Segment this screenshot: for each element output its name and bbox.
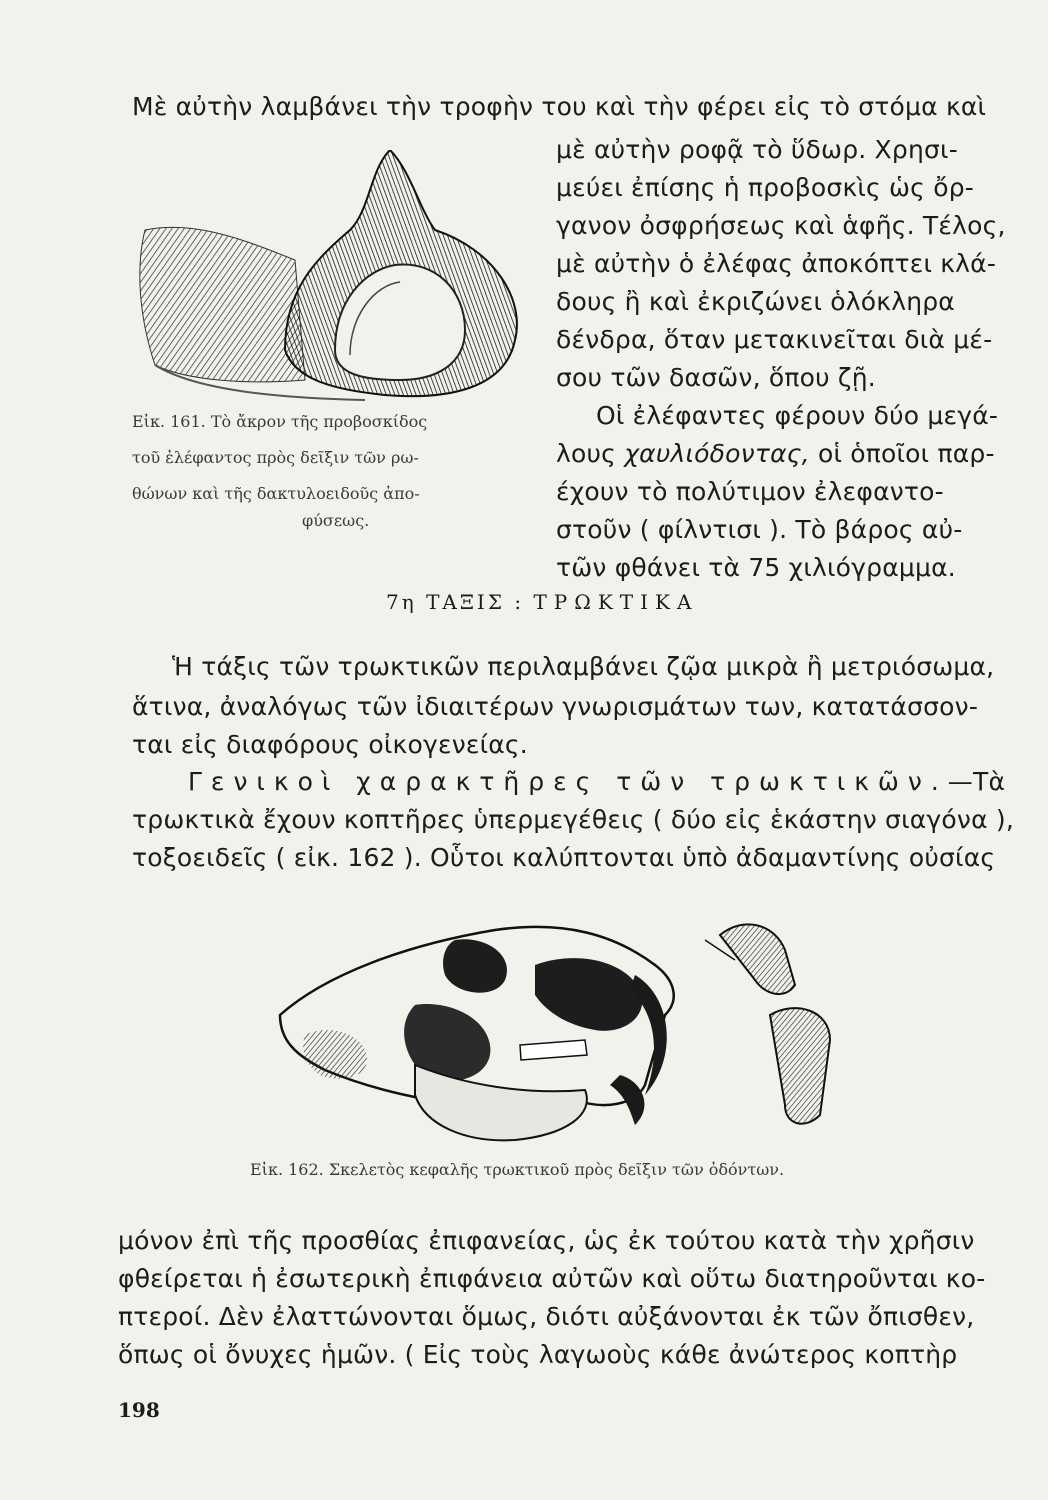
figure-caption-line: Εἰκ. 161. Τὸ ἄκρον τῆς προβοσκίδος [132, 412, 428, 431]
section-heading [386, 590, 698, 614]
figure-caption: Εἰκ. 162. Σκελετὸς κεφαλῆς τρωκτικοῦ πρὸς δεῖξιν τῶν ὀδόντων. [250, 1160, 785, 1179]
text-fragment: —Τὰ [947, 767, 1006, 796]
text-line: ἅτινα, ἀναλόγως τῶν ἰδιαιτέρων γνωρισμάτων των, κατατάσσον- [132, 692, 979, 721]
text-line: μεύει ἐπίσης ἡ προβοσκὶς ὡς ὄρ- [556, 173, 974, 202]
figure-caption-line: τοῦ ἐλέφαντος πρὸς δεῖξιν τῶν ρω- [132, 448, 419, 467]
text-line: Μὲ αὐτὴν λαμβάνει τὴν τροφὴν του καὶ τὴν φέρει εἰς τὸ στόμα καὶ [132, 92, 987, 121]
text-line: τῶν φθάνει τὰ 75 χιλιόγραμμα. [556, 553, 956, 582]
text-line: Οἱ ἐλέφαντες φέρουν δύο μεγά- [596, 401, 999, 430]
text-line: Ἡ τάξις τῶν τρωκτικῶν περιλαμβάνει ζῷα μικρὰ ἢ μετριόσωμα, [172, 652, 995, 681]
italic-term: χαυλιόδοντας, [624, 439, 810, 468]
text-line: μὲ αὐτὴν ροφᾷ τὸ ὕδωρ. Χρησι- [556, 135, 958, 164]
text-line [188, 765, 1005, 799]
text-line: μὲ αὐτὴν ὁ ἐλέφας ἀποκόπτει κλά- [556, 249, 997, 278]
text-line: στοῦν ( φίλντισι ). Τὸ βάρος αὐ- [556, 515, 963, 544]
figure-caption-line: φύσεως. [302, 511, 370, 530]
text-line: φθείρεται ἡ ἐσωτερικὴ ἐπιφάνεια αὐτῶν καὶ οὕτω διατηροῦνται κο- [118, 1264, 986, 1293]
text-line [556, 437, 995, 471]
section-name: ΤΡΩΚΤΙΚΑ [533, 590, 699, 614]
text-line: δένδρα, ὅταν μετακινεῖται διὰ μέ- [556, 325, 993, 354]
page-number: 198 [118, 1398, 160, 1422]
text-line: σου τῶν δασῶν, ὅπου ζῇ. [556, 363, 876, 392]
spaced-title: Γενικοὶ χαρακτῆρες τῶν τρωκτικῶν. [188, 767, 948, 796]
text-line: μόνον ἐπὶ τῆς προσθίας ἐπιφανείας, ὡς ἐκ τούτου κατὰ τὴν χρῆσιν [118, 1226, 975, 1255]
text-line: πτεροί. Δὲν ἐλαττώνονται ὅμως, διότι αὐξάνονται ἐκ τῶν ὄπισθεν, [118, 1302, 975, 1331]
text-line: ται εἰς διαφόρους οἰκογενείας. [132, 730, 528, 759]
figure-caption-line: θώνων καὶ τῆς δακτυλοειδοῦς ἀπο- [132, 484, 420, 503]
text-line: τοξοειδεῖς ( εἰκ. 162 ). Οὗτοι καλύπτονται ὑπὸ ἀδαμαντίνης οὐσίας [132, 843, 996, 872]
text-line: δους ἢ καὶ ἐκριζώνει ὁλόκληρα [556, 287, 955, 316]
text-line: ὅπως οἱ ὄνυχες ἡμῶν. ( Εἰς τοὺς λαγωοὺς κάθε ἀνώτερος κοπτὴρ [118, 1340, 958, 1369]
text-line: έχουν τὸ πολύτιμον ἐλεφαντο- [556, 477, 944, 506]
text-fragment: λους [556, 439, 625, 468]
section-number: 7η [386, 590, 417, 614]
elephant-trunk-tip-illustration [135, 150, 535, 410]
section-label: ΤΑΞΙΣ : [426, 590, 525, 614]
text-line: γανον ὀσφρήσεως καὶ ἁφῆς. Τέλος, [556, 211, 1006, 240]
rodent-skull-illustration [265, 905, 855, 1155]
text-fragment: οἱ ὁποῖοι παρ- [809, 439, 995, 468]
text-line: τρωκτικὰ ἔχουν κοπτῆρες ὑπερμεγέθεις ( δύο εἰς ἑκάστην σιαγόνα ), [132, 805, 1015, 834]
